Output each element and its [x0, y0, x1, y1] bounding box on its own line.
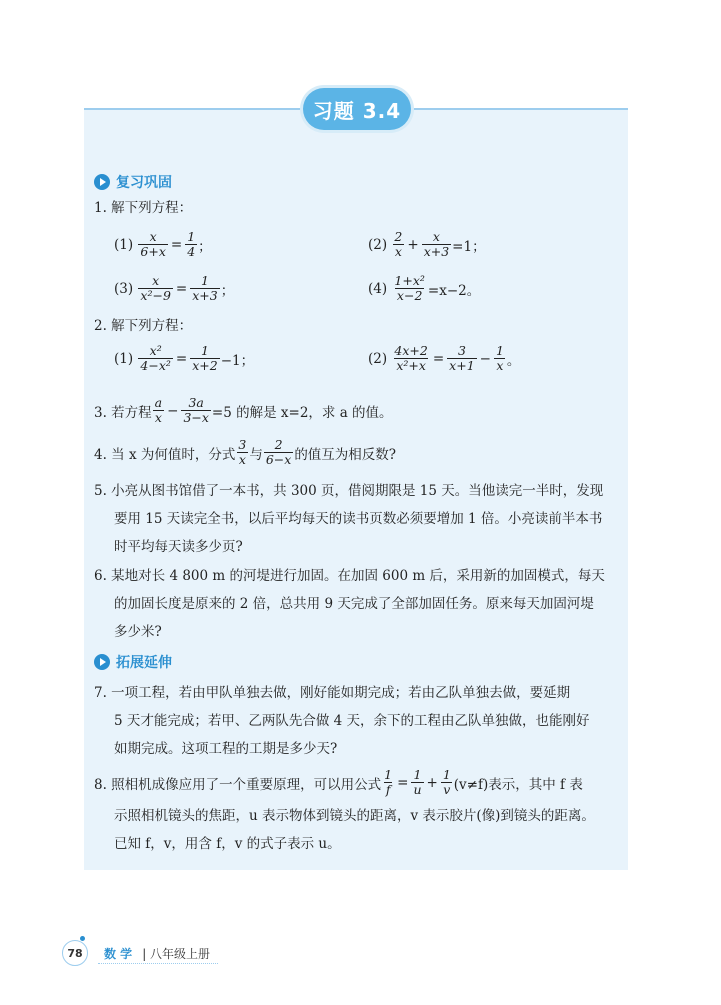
q1-part1: (1) $\frac{x}{6+x}$ = $\frac{1}{4}$ ；: [114, 229, 212, 259]
q6-line: 的加固长度是原来的 2 倍，总共用 9 天完成了全部加固任务。原来每天加固河堤: [114, 596, 594, 612]
q6-line: 多少米?: [114, 624, 162, 640]
fraction: $\frac{4x+2}{\text{x²+x}}$: [394, 343, 428, 373]
fraction: $\frac{1}{x+3}$: [192, 273, 218, 303]
part-label: (1): [114, 350, 134, 367]
q7-line: 如期完成。这项工程的工期是多少天?: [114, 741, 338, 757]
q3: 3. 若方程 $\frac{a}{x}$ − $\frac{3a}{3-x}$ =5 的解是 x=2，求 a 的值。: [94, 395, 393, 425]
q8-line1: 8. 照相机成像应用了一个重要原理，可以用公式 $\frac{1}{f}$ = $\frac{1}{u}$ + $\frac{1}{v}$ (v≠f)表示，其中 f 表: [94, 767, 583, 797]
q5-line: 5. 小亮从图书馆借了一本书，共 300 页，借阅期限是 15 天。当他读完一半时，发现: [94, 483, 604, 499]
fraction: $\frac{a}{x}$: [154, 395, 163, 425]
fraction: $\frac{1}{f}$: [384, 767, 393, 797]
q1-stem: 1. 解下列方程：: [94, 200, 193, 216]
section-review-label: 复习巩固: [116, 175, 172, 191]
part-label: (3): [114, 280, 134, 297]
q2-part2: (2) $\frac{4x+2}{\text{x²+x}}$ = $\frac{3}{x+1}$ − $\frac{1}{x}$ 。: [368, 343, 521, 373]
fraction: $\frac{x}{\text{x²−9}}$: [140, 273, 171, 303]
q4: 4. 当 x 为何值时，分式 $\frac{3}{x}$ 与 $\frac{2}{6-x}$ 的值互为相反数?: [94, 437, 397, 467]
q8-line3: 已知 f，v，用含 f，v 的式子表示 u。: [114, 836, 341, 852]
footer-rule: [98, 963, 218, 965]
q2-part1: (1) $\frac{\text{x²}}{\text{4−x²}}$ = $\frac{1}{x+2}$ −1；: [114, 343, 255, 373]
q6-line: 6. 某地对长 4 800 m 的河堤进行加固。在加固 600 m 后，采用新的加固模式，每天: [94, 568, 605, 584]
play-icon: [94, 174, 110, 190]
footer-running-head: [104, 945, 210, 962]
q1-part4: (4) $\frac{\text{1+x²}}{x-2}$ =x−2。: [368, 273, 481, 303]
section-review: [94, 172, 172, 192]
fraction: $\frac{1}{u}$: [413, 767, 422, 797]
footer-dot: [80, 936, 85, 941]
page-number: 78: [62, 940, 88, 966]
q2-stem: 2. 解下列方程：: [94, 318, 193, 334]
q7-line: 5 天才能完成；若甲、乙两队先合做 4 天，余下的工程由乙队单独做，也能刚好: [114, 713, 590, 729]
q1-part3: (3) $\frac{x}{\text{x²−9}}$ = $\frac{1}{x+3}$ ；: [114, 273, 235, 303]
part-label: (4): [368, 280, 388, 297]
fraction: $\frac{1}{v}$: [442, 767, 451, 797]
part-label: (1): [114, 236, 134, 253]
fraction: $\frac{x}{6+x}$: [140, 229, 166, 259]
fraction: $\frac{\text{x²}}{\text{4−x²}}$: [140, 343, 171, 373]
fraction: $\frac{3}{x}$: [238, 437, 247, 467]
q8-line2: 示照相机镜头的焦距，u 表示物体到镜头的距离，v 表示胶片(像)到镜头的距离。: [114, 808, 595, 824]
q7-line: 7. 一项工程，若由甲队单独去做，刚好能如期完成；若由乙队单独去做，要延期: [94, 685, 571, 701]
fraction: $\frac{1}{x+2}$: [192, 343, 218, 373]
q1-part2: (2) $\frac{2}{x}$ + $\frac{x}{x+3}$ =1；: [368, 229, 486, 259]
fraction: $\frac{1}{4}$: [187, 229, 196, 259]
section-extend-label: 拓展延伸: [116, 655, 172, 671]
fraction: $\frac{3}{x+1}$: [449, 343, 475, 373]
q5-line: 要用 15 天读完全书，以后平均每天的读书页数必须要增加 1 倍。小亮读前半本书: [114, 511, 603, 527]
fraction: $\frac{3a}{3-x}$: [183, 395, 209, 425]
exercise-title: 习题 3.4: [303, 88, 411, 130]
footer-grade: | 八年级上册: [142, 947, 211, 961]
part-label: (2): [368, 350, 388, 367]
fraction: $\frac{1}{x}$: [495, 343, 504, 373]
fraction: $\frac{2}{x}$: [394, 229, 403, 259]
fraction: $\frac{\text{1+x²}}{x-2}$: [394, 273, 425, 303]
fraction: $\frac{2}{6-x}$: [265, 437, 292, 467]
part-label: (2): [368, 236, 388, 253]
play-icon: [94, 654, 110, 670]
fraction: $\frac{x}{x+3}$: [423, 229, 450, 259]
section-extend: [94, 652, 172, 672]
q5-line: 时平均每天读多少页?: [114, 539, 243, 555]
footer-subject: 数 学: [104, 947, 133, 961]
